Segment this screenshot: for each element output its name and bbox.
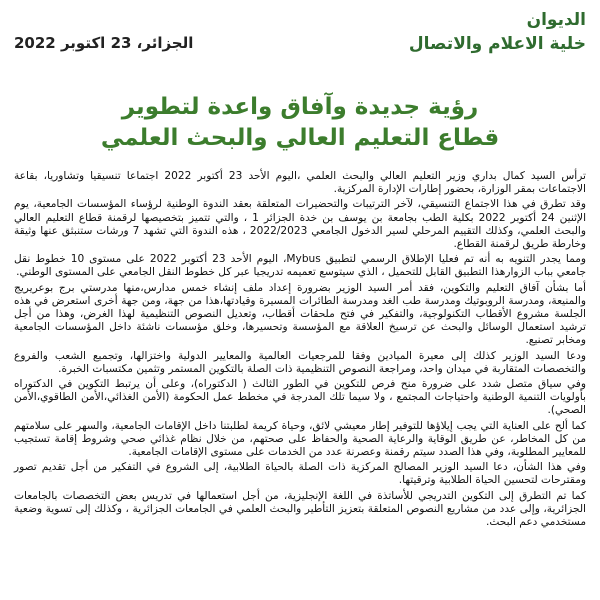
paragraph: أما بشأن آفاق التعليم والتكوين، فقد أمر السيد الوزير بضرورة إعداد ملف إنشاء خمس مدارس،منها مدرستي برج بوعريريج والمنيعة، ومدرسة الروبوتيك ومدرسة طب الغد ومدرسة الطائرات المسيرة وقيادتها،هذا من جهة، ومن جهة أخرى استعرض في هذه الجلسة مشروع الأقطاب التكنولوجية، والتفكير في فتح ملحقات أقطاب، وتعديل النصوص التنظيمية لهذا الغرض، وهذا من أجل ترشيد استعمال الوسائل والبحث عن ترسيخ العلاقة مع المؤسسة وتحسيرها، وخلق مؤسسات ناشئة داخل المؤسسات الجامعية ومخابر تصنيع. — [14, 281, 586, 347]
paragraph: كما تم التطرق إلى التكوين التدريجي للأساتذة في اللغة الإنجليزية، من أجل استعمالها في تدريس بعض التخصصات بالجامعات الجزائرية، وإلى عدد من مشاريع النصوص المتعلقة بتعزيز التأطير والبحث العلمي في الجامعات الجزائرية ، وكذلك إلى تسوية وضعية مستخدمي دعم البحث. — [14, 489, 586, 529]
paragraph: ترأس السيد كمال بداري وزير التعليم العالي والبحث العلمي ،اليوم الأحد 23 أكتوبر 2022 اجتماعا تنسيقيا وتشاوريا، بقاعة الاجتماعات بمقر الوزارة، بحضور إطارات الإدارة المركزية. — [14, 170, 587, 196]
paragraph: ودعا السيد الوزير كذلك إلى معيرة الميادين وفقا للمرجعيات العالمية والمعايير الدولية واختزالها، وتجميع الشعب والفروع والتخصصات المتقاربة في ميدان واحد، ومراجعة النصوص التنظيمية ذات الصلة بالتكوين المستمر وتثمين مكتسبات الخبرة. — [14, 349, 586, 375]
title-line-1: رؤية جديدة وآفاق واعدة لتطوير — [121, 94, 479, 120]
title-line-2: قطاع التعليم العالي والبحث العلمي — [100, 125, 500, 151]
issuer-block — [409, 8, 586, 56]
paragraph: وفي سياق متصل شدد على ضرورة منح فرص للتكوين في الطور الثالث ( الدكتوراه)، وعلى أن يرتبط التكوين في الدكتوراه بأولويات التنمية الوطنية واحتياجات المجتمع ، ولا سيما تلك المدرجة في مخطط عمل الحكومة (الأمن الغذائي،الأمن الطاقوي،الأمن الصحي). — [14, 378, 586, 417]
document-body — [14, 170, 586, 600]
document-title — [40, 92, 560, 154]
media-cell-name: خلية الاعلام والاتصال — [408, 34, 586, 54]
document-header — [14, 8, 586, 68]
paragraph: وقد تطرق في هذا الاجتماع التنسيقي، لآخر الترتيبات والتحضيرات المتعلقة بعقد الندوة الوطنية لرؤساء المؤسسات الجامعية، يوم الإثنين 24 أكتوبر 2022 بكلية الطب بجامعة بن يوسف بن خدة الجزائر 1 ، والتي تتميز بتخصيصها لرقمنة قطاع التعليم العالي والبحث العلمي، وكذلك التقييم المرحلي لسير الدخول الجامعي 2022/2023 ، هذه الندوة التي تشهد 7 ورشات ستنبثق عنها وثيقة وخارطة طريق لرقمنة القطاع. — [14, 198, 587, 251]
paragraph: وفي هذا الشأن، دعا السيد الوزير المصالح المركزية ذات الصلة بالحياة الطلابية، إلى الشروع في التفكير من أجل تقديم تصور ومقترحات لتحسين الحياة الطلابية وترقيتها. — [14, 461, 586, 487]
document-date: الجزائر، 23 اكتوبر 2022 — [14, 34, 194, 52]
department-name: الديوان — [526, 10, 586, 30]
paragraph: كما ألح على العناية التي يجب إيلاؤها للتوفير إطار معيشي لائق، وحياة كريمة لطلبتنا داخل الإقامات الجامعية، والسهر على سلامتهم من كل المخاطر، عن طريق الوقاية والرعاية الصحية والحفاظ على صحتهم، من خلال نظام غذائي صحي وشروط إقامة تستجيب للمعايير المطلوبة، وفي هذا الصدد سيتم رقمنة وعصرنة عدد من الخدمات على مستوى الإقامات الجامعية. — [14, 419, 586, 459]
paragraph: ومما يجدر التنويه به أنه تم فعليا الإطلاق الرسمي لتطبيق Mybus، اليوم الأحد 23 أكتوبر 2022 على مستوى 10 خطوط نقل جامعي بباب الزوارهذا التطبيق القابل للتحميل ، الذي سيتوسع تعميمه تدريجيا عبر كل خطوط النقل الجامعي على المستوى الوطني. — [14, 253, 586, 279]
